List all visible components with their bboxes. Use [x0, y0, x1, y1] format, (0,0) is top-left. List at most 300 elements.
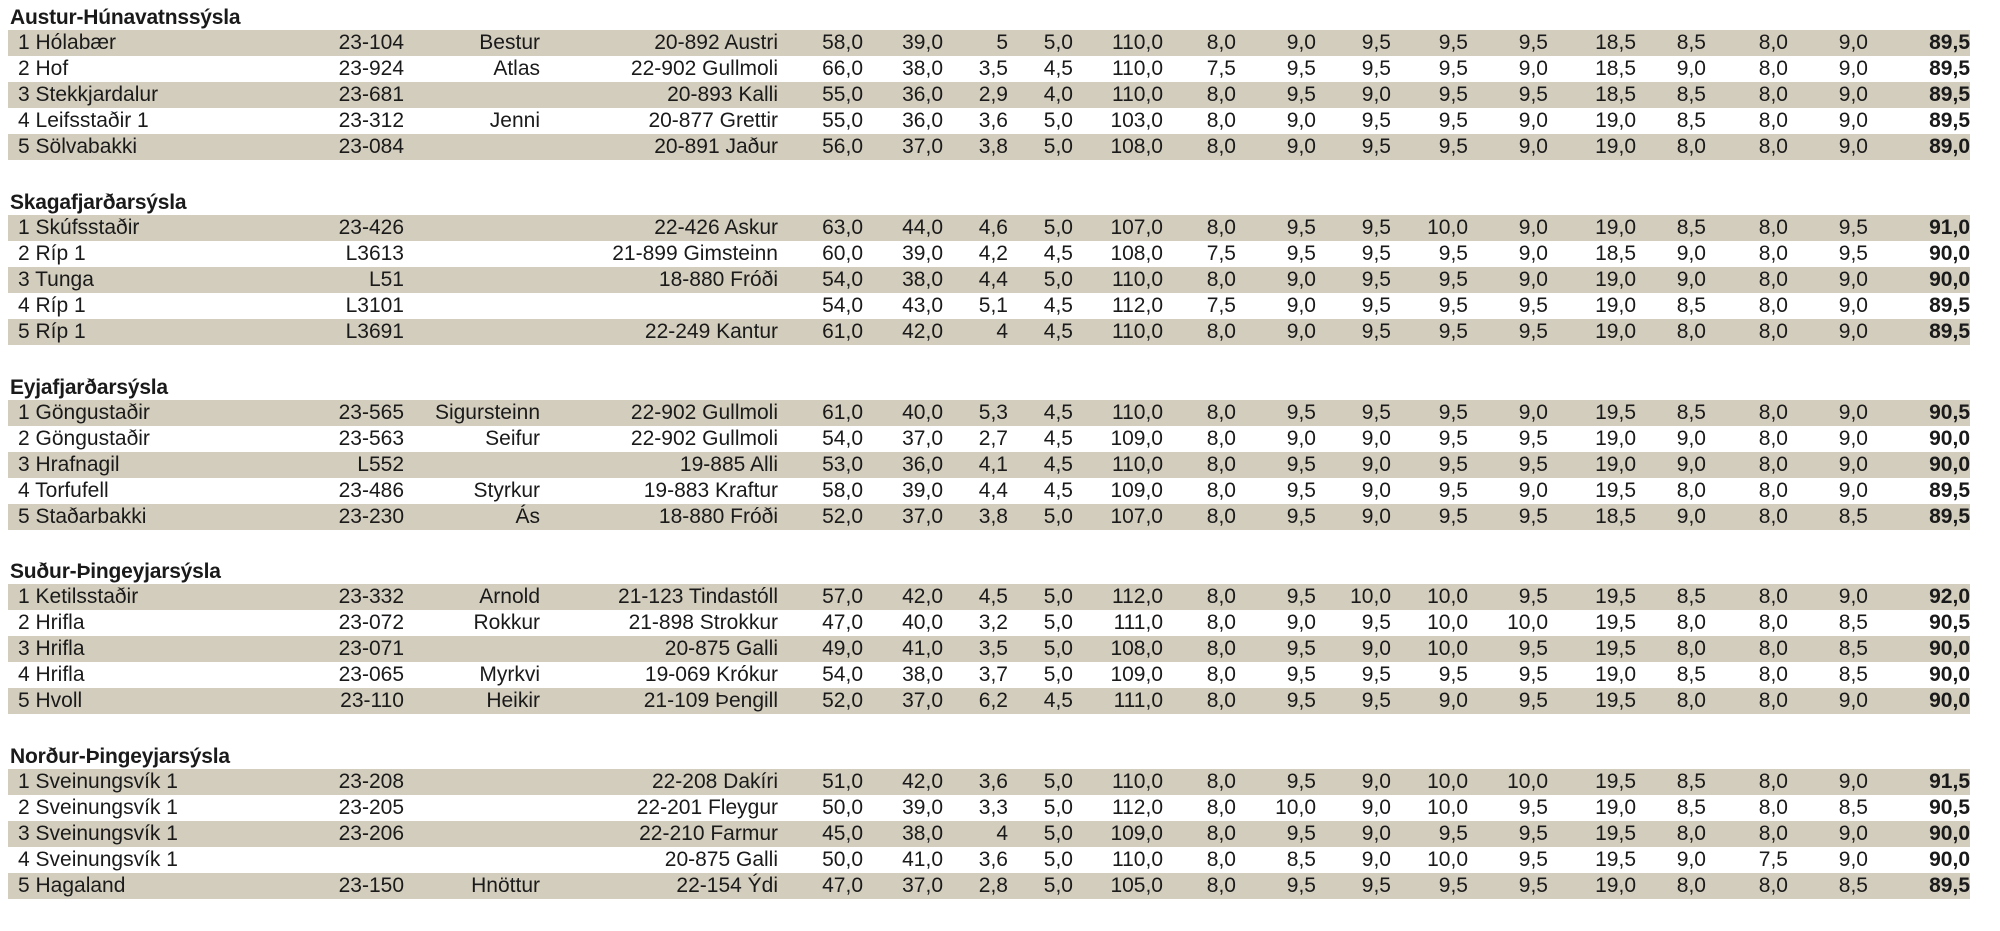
- score-value: 4,0: [1043, 83, 1073, 107]
- table-row: [8, 215, 1970, 241]
- total-score: 89,5: [1929, 31, 1970, 54]
- animal-id: 23-486: [338, 479, 404, 503]
- score-value: 4,5: [1043, 689, 1073, 713]
- score-value: 9,5: [1438, 83, 1468, 107]
- score-value: 9,0: [1838, 401, 1868, 424]
- score-value: 39,0: [902, 242, 943, 266]
- score-value: 9,5: [1361, 109, 1391, 133]
- animal-id: 23-681: [338, 83, 404, 107]
- table-row: [8, 82, 1970, 108]
- score-value: 58,0: [822, 31, 863, 54]
- section-title: Skagafjarðarsýsla: [10, 191, 187, 214]
- score-value: 8,5: [1676, 770, 1706, 793]
- farm-name: 2 Hrifla: [18, 611, 85, 635]
- score-value: 110,0: [1112, 57, 1163, 81]
- score-value: 9,0: [1361, 505, 1391, 529]
- score-value: 10,0: [1427, 637, 1468, 661]
- score-value: 9,5: [1438, 401, 1468, 424]
- score-value: 53,0: [822, 453, 863, 477]
- total-score: 90,0: [1929, 637, 1970, 661]
- score-value: 8,0: [1206, 822, 1236, 846]
- score-value: 3,7: [978, 663, 1008, 687]
- score-value: 19,5: [1595, 848, 1636, 872]
- score-value: 9,0: [1361, 479, 1391, 503]
- score-value: 110,0: [1112, 268, 1163, 292]
- score-value: 19,5: [1595, 770, 1636, 793]
- score-value: 9,0: [1361, 453, 1391, 477]
- farm-name: 4 Sveinungsvík 1: [18, 848, 178, 872]
- table-row: [8, 873, 1970, 899]
- dam-name: Atlas: [493, 57, 540, 81]
- score-value: 9,0: [1286, 31, 1316, 54]
- score-value: 3,3: [978, 796, 1008, 820]
- animal-id: L3691: [345, 320, 404, 344]
- score-value: 8,0: [1206, 268, 1236, 292]
- total-score: 89,5: [1929, 57, 1970, 81]
- table-row: [8, 821, 1970, 847]
- score-value: 8,0: [1758, 135, 1788, 159]
- score-value: 9,0: [1286, 611, 1316, 635]
- sire-name: 20-877 Grettir: [648, 109, 778, 133]
- score-value: 8,5: [1676, 216, 1706, 239]
- score-value: 8,0: [1206, 83, 1236, 107]
- score-value: 60,0: [822, 242, 863, 266]
- farm-name: 5 Hvoll: [18, 689, 83, 713]
- score-value: 9,0: [1676, 242, 1706, 266]
- score-value: 5,0: [1043, 637, 1073, 661]
- score-value: 110,0: [1112, 31, 1163, 54]
- sire-name: 20-891 Jaður: [654, 135, 778, 159]
- score-value: 8,0: [1758, 585, 1788, 608]
- score-value: 110,0: [1112, 401, 1163, 424]
- total-score: 90,5: [1929, 611, 1970, 635]
- score-value: 9,5: [1438, 57, 1468, 81]
- sire-name: 18-880 Fróði: [658, 505, 778, 529]
- score-value: 8,5: [1286, 848, 1316, 872]
- score-value: 111,0: [1113, 611, 1163, 635]
- score-value: 8,0: [1206, 585, 1236, 608]
- score-value: 4: [996, 320, 1008, 344]
- total-score: 89,5: [1929, 505, 1970, 529]
- score-value: 8,0: [1206, 320, 1236, 344]
- score-value: 5,0: [1043, 268, 1073, 292]
- score-value: 58,0: [822, 479, 863, 503]
- score-value: 8,0: [1758, 770, 1788, 793]
- score-value: 39,0: [902, 796, 943, 820]
- farm-name: 2 Sveinungsvík 1: [18, 796, 178, 820]
- animal-id: L51: [368, 268, 404, 292]
- dam-name: Styrkur: [473, 479, 540, 503]
- score-value: 8,0: [1206, 135, 1236, 159]
- score-value: 5,0: [1043, 848, 1073, 872]
- score-value: 9,0: [1676, 57, 1706, 81]
- score-value: 55,0: [822, 83, 863, 107]
- sire-name: 22-201 Fleygur: [636, 796, 778, 820]
- score-value: 110,0: [1112, 770, 1163, 793]
- score-value: 8,0: [1758, 874, 1788, 898]
- sire-name: 18-880 Fróði: [658, 268, 778, 292]
- score-value: 8,0: [1758, 637, 1788, 661]
- score-value: 41,0: [902, 637, 943, 661]
- score-value: 108,0: [1110, 242, 1163, 266]
- animal-id: L3101: [345, 294, 404, 318]
- score-value: 10,0: [1427, 796, 1468, 820]
- score-value: 108,0: [1110, 135, 1163, 159]
- score-value: 8,0: [1206, 637, 1236, 661]
- score-value: 9,0: [1838, 135, 1868, 159]
- table-row: [8, 478, 1970, 504]
- score-value: 8,0: [1758, 31, 1788, 54]
- score-value: 9,0: [1838, 31, 1868, 54]
- animal-id: 23-563: [338, 427, 404, 451]
- animal-id: 23-565: [338, 401, 404, 424]
- score-value: 8,0: [1676, 320, 1706, 344]
- score-value: 8,5: [1676, 585, 1706, 608]
- farm-name: 4 Hrifla: [18, 663, 85, 687]
- score-value: 9,5: [1361, 31, 1391, 54]
- score-value: 8,0: [1676, 874, 1706, 898]
- table-row: [8, 610, 1970, 636]
- score-value: 19,5: [1595, 637, 1636, 661]
- score-value: 9,0: [1361, 796, 1391, 820]
- animal-id: 23-230: [338, 505, 404, 529]
- score-value: 9,5: [1361, 320, 1391, 344]
- score-value: 110,0: [1112, 83, 1163, 107]
- score-value: 8,0: [1206, 770, 1236, 793]
- score-value: 8,5: [1676, 294, 1706, 318]
- table-row: [8, 134, 1970, 160]
- score-value: 8,0: [1206, 796, 1236, 820]
- score-value: 9,0: [1838, 479, 1868, 503]
- score-value: 9,0: [1361, 637, 1391, 661]
- dam-name: Heikir: [486, 689, 540, 713]
- score-value: 3,8: [978, 135, 1008, 159]
- score-value: 9,0: [1361, 770, 1391, 793]
- total-score: 89,5: [1929, 109, 1970, 133]
- score-value: 63,0: [822, 216, 863, 239]
- score-value: 4,5: [978, 585, 1008, 608]
- table-row: [8, 30, 1970, 56]
- score-value: 37,0: [902, 505, 943, 529]
- animal-id: 23-924: [338, 57, 404, 81]
- score-value: 41,0: [902, 848, 943, 872]
- score-value: 5: [996, 31, 1008, 54]
- score-value: 19,5: [1595, 585, 1636, 608]
- score-value: 10,0: [1427, 585, 1468, 608]
- score-value: 9,0: [1518, 135, 1548, 159]
- score-value: 9,0: [1838, 427, 1868, 451]
- score-value: 66,0: [822, 57, 863, 81]
- score-value: 9,5: [1438, 479, 1468, 503]
- score-value: 9,5: [1361, 294, 1391, 318]
- score-value: 8,0: [1758, 479, 1788, 503]
- score-value: 9,0: [1676, 427, 1706, 451]
- score-value: 4,5: [1043, 427, 1073, 451]
- score-value: 9,0: [1518, 242, 1548, 266]
- score-value: 19,5: [1595, 822, 1636, 846]
- score-value: 4,5: [1043, 320, 1073, 344]
- total-score: 90,0: [1929, 848, 1970, 872]
- score-value: 2,9: [978, 83, 1008, 107]
- score-value: 9,0: [1286, 268, 1316, 292]
- score-value: 9,5: [1438, 427, 1468, 451]
- score-value: 103,0: [1110, 109, 1163, 133]
- score-value: 9,5: [1286, 453, 1316, 477]
- score-value: 9,5: [1518, 427, 1548, 451]
- score-value: 19,0: [1595, 796, 1636, 820]
- score-value: 8,0: [1206, 505, 1236, 529]
- score-value: 9,0: [1838, 320, 1868, 344]
- score-value: 9,5: [1361, 401, 1391, 424]
- score-value: 9,0: [1518, 268, 1548, 292]
- farm-name: 3 Tunga: [18, 268, 94, 292]
- score-value: 8,5: [1838, 874, 1868, 898]
- score-value: 52,0: [822, 689, 863, 713]
- score-value: 19,0: [1595, 874, 1636, 898]
- score-value: 9,5: [1518, 637, 1548, 661]
- score-value: 9,0: [1518, 216, 1548, 239]
- score-value: 9,0: [1286, 320, 1316, 344]
- table-row: [8, 504, 1970, 530]
- sire-name: 19-069 Krókur: [644, 663, 778, 687]
- score-value: 9,5: [1286, 83, 1316, 107]
- score-value: 3,5: [978, 57, 1008, 81]
- sire-name: 22-902 Gullmoli: [630, 57, 778, 81]
- score-value: 8,0: [1206, 216, 1236, 239]
- animal-id: 23-208: [338, 770, 404, 793]
- score-value: 9,5: [1438, 135, 1468, 159]
- dam-name: Hnöttur: [471, 874, 540, 898]
- score-value: 36,0: [902, 109, 943, 133]
- score-value: 8,0: [1758, 216, 1788, 239]
- score-value: 109,0: [1110, 479, 1163, 503]
- score-value: 8,0: [1206, 453, 1236, 477]
- sire-name: 22-426 Askur: [654, 216, 778, 239]
- score-value: 10,0: [1427, 770, 1468, 793]
- score-value: 6,2: [978, 689, 1008, 713]
- score-value: 8,5: [1838, 505, 1868, 529]
- score-value: 10,0: [1350, 585, 1391, 608]
- score-value: 8,0: [1758, 663, 1788, 687]
- animal-id: L3613: [345, 242, 404, 266]
- score-value: 3,6: [978, 109, 1008, 133]
- table-row: [8, 108, 1970, 134]
- total-score: 89,5: [1929, 83, 1970, 107]
- score-value: 8,5: [1676, 796, 1706, 820]
- score-value: 112,0: [1112, 796, 1163, 820]
- dam-name: Myrkvi: [479, 663, 540, 687]
- score-value: 8,0: [1758, 268, 1788, 292]
- total-score: 89,5: [1929, 320, 1970, 344]
- score-value: 8,0: [1676, 689, 1706, 713]
- score-value: 110,0: [1112, 848, 1163, 872]
- score-value: 10,0: [1427, 216, 1468, 239]
- score-value: 9,0: [1361, 848, 1391, 872]
- table-row: [8, 584, 1970, 610]
- score-value: 9,5: [1518, 874, 1548, 898]
- animal-id: L552: [357, 453, 404, 477]
- score-value: 108,0: [1110, 637, 1163, 661]
- sire-name: 21-109 Þengill: [643, 689, 778, 713]
- score-value: 8,5: [1838, 611, 1868, 635]
- score-value: 37,0: [902, 427, 943, 451]
- total-score: 89,0: [1929, 135, 1970, 159]
- table-row: [8, 452, 1970, 478]
- farm-name: 2 Hof: [18, 57, 69, 81]
- score-value: 9,5: [1438, 294, 1468, 318]
- sire-name: 21-123 Tindastóll: [618, 585, 778, 608]
- score-value: 8,5: [1676, 401, 1706, 424]
- score-value: 8,0: [1206, 611, 1236, 635]
- score-value: 9,5: [1518, 796, 1548, 820]
- dam-name: Seifur: [485, 427, 540, 451]
- score-value: 7,5: [1206, 294, 1236, 318]
- sire-name: 22-902 Gullmoli: [630, 401, 778, 424]
- score-value: 105,0: [1110, 874, 1163, 898]
- dam-name: Jenni: [489, 109, 540, 133]
- animal-id: 23-332: [338, 585, 404, 608]
- score-value: 5,0: [1043, 216, 1073, 239]
- score-value: 5,1: [978, 294, 1008, 318]
- score-value: 9,0: [1838, 822, 1868, 846]
- score-value: 44,0: [902, 216, 943, 239]
- sire-name: 19-883 Kraftur: [643, 479, 778, 503]
- dam-name: Bestur: [479, 31, 540, 54]
- score-value: 9,0: [1838, 453, 1868, 477]
- score-value: 42,0: [902, 585, 943, 608]
- dam-name: Rokkur: [473, 611, 540, 635]
- total-score: 90,0: [1929, 689, 1970, 713]
- score-value: 7,5: [1206, 242, 1236, 266]
- score-value: 4,5: [1043, 294, 1073, 318]
- section-title: Norður-Þingeyjarsýsla: [10, 745, 230, 768]
- score-value: 19,0: [1595, 453, 1636, 477]
- score-value: 19,5: [1595, 479, 1636, 503]
- score-value: 10,0: [1507, 770, 1548, 793]
- score-value: 109,0: [1110, 663, 1163, 687]
- score-value: 19,0: [1595, 663, 1636, 687]
- score-value: 10,0: [1507, 611, 1548, 635]
- sire-name: 22-208 Dakíri: [651, 770, 778, 793]
- score-value: 4: [996, 822, 1008, 846]
- score-value: 19,5: [1595, 401, 1636, 424]
- farm-name: 3 Sveinungsvík 1: [18, 822, 178, 846]
- score-value: 9,0: [1361, 83, 1391, 107]
- score-value: 42,0: [902, 770, 943, 793]
- score-value: 18,5: [1595, 242, 1636, 266]
- score-value: 8,0: [1758, 796, 1788, 820]
- farm-name: 4 Leifsstaðir 1: [18, 109, 149, 133]
- score-value: 9,5: [1518, 585, 1548, 608]
- score-value: 8,0: [1206, 109, 1236, 133]
- animal-id: 23-084: [338, 135, 404, 159]
- score-value: 5,3: [978, 401, 1008, 424]
- score-value: 9,5: [1286, 505, 1316, 529]
- score-value: 9,5: [1286, 585, 1316, 608]
- score-value: 50,0: [822, 848, 863, 872]
- score-value: 19,0: [1595, 294, 1636, 318]
- score-value: 8,0: [1758, 401, 1788, 424]
- score-value: 18,5: [1595, 57, 1636, 81]
- total-score: 91,0: [1929, 216, 1970, 239]
- total-score: 89,5: [1929, 874, 1970, 898]
- sire-name: 21-899 Gimsteinn: [612, 242, 778, 266]
- total-score: 92,0: [1929, 585, 1970, 608]
- score-value: 8,5: [1676, 31, 1706, 54]
- score-value: 112,0: [1112, 294, 1163, 318]
- score-value: 8,0: [1206, 874, 1236, 898]
- score-value: 9,5: [1286, 401, 1316, 424]
- score-value: 9,5: [1518, 848, 1548, 872]
- score-value: 9,0: [1518, 57, 1548, 81]
- score-value: 9,0: [1838, 689, 1868, 713]
- score-value: 9,5: [1361, 135, 1391, 159]
- score-value: 9,5: [1286, 57, 1316, 81]
- score-value: 9,5: [1518, 663, 1548, 687]
- score-value: 50,0: [822, 796, 863, 820]
- farm-name: 1 Hólabær: [18, 31, 117, 54]
- farm-name: 5 Hagaland: [18, 874, 126, 898]
- score-value: 9,0: [1286, 294, 1316, 318]
- dam-name: Sigursteinn: [434, 401, 540, 424]
- animal-id: 23-426: [338, 216, 404, 239]
- farm-name: 5 Ríp 1: [18, 320, 86, 344]
- score-value: 8,0: [1758, 822, 1788, 846]
- score-value: 54,0: [822, 427, 863, 451]
- score-value: 4,4: [978, 268, 1008, 292]
- score-value: 107,0: [1110, 216, 1163, 239]
- farm-name: 2 Ríp 1: [18, 242, 86, 266]
- score-value: 9,0: [1838, 268, 1868, 292]
- score-value: 39,0: [902, 31, 943, 54]
- score-value: 36,0: [902, 453, 943, 477]
- score-value: 9,5: [1286, 216, 1316, 239]
- total-score: 90,0: [1929, 453, 1970, 477]
- score-value: 9,5: [1438, 874, 1468, 898]
- score-value: 38,0: [902, 57, 943, 81]
- score-value: 8,0: [1758, 242, 1788, 266]
- score-value: 9,0: [1676, 505, 1706, 529]
- score-value: 5,0: [1043, 796, 1073, 820]
- farm-name: 3 Stekkjardalur: [18, 83, 159, 107]
- animal-id: 23-206: [338, 822, 404, 846]
- score-value: 112,0: [1112, 585, 1163, 608]
- total-score: 90,0: [1929, 427, 1970, 451]
- score-value: 8,5: [1838, 663, 1868, 687]
- total-score: 90,5: [1929, 796, 1970, 820]
- animal-id: 23-071: [338, 637, 404, 661]
- section-title: Eyjafjarðarsýsla: [10, 376, 168, 399]
- score-value: 2,7: [978, 427, 1008, 451]
- score-value: 9,5: [1518, 453, 1548, 477]
- score-value: 8,0: [1206, 427, 1236, 451]
- score-value: 61,0: [822, 401, 863, 424]
- table-row: [8, 636, 1970, 662]
- score-value: 7,5: [1206, 57, 1236, 81]
- score-value: 40,0: [902, 611, 943, 635]
- score-value: 9,5: [1361, 663, 1391, 687]
- score-value: 52,0: [822, 505, 863, 529]
- score-value: 8,5: [1676, 663, 1706, 687]
- total-score: 90,0: [1929, 242, 1970, 266]
- score-value: 19,0: [1595, 427, 1636, 451]
- score-value: 4,2: [978, 242, 1008, 266]
- total-score: 89,5: [1929, 294, 1970, 318]
- score-value: 8,0: [1676, 135, 1706, 159]
- score-value: 4,6: [978, 216, 1008, 239]
- sire-name: 22-249 Kantur: [644, 320, 778, 344]
- score-value: 9,0: [1518, 109, 1548, 133]
